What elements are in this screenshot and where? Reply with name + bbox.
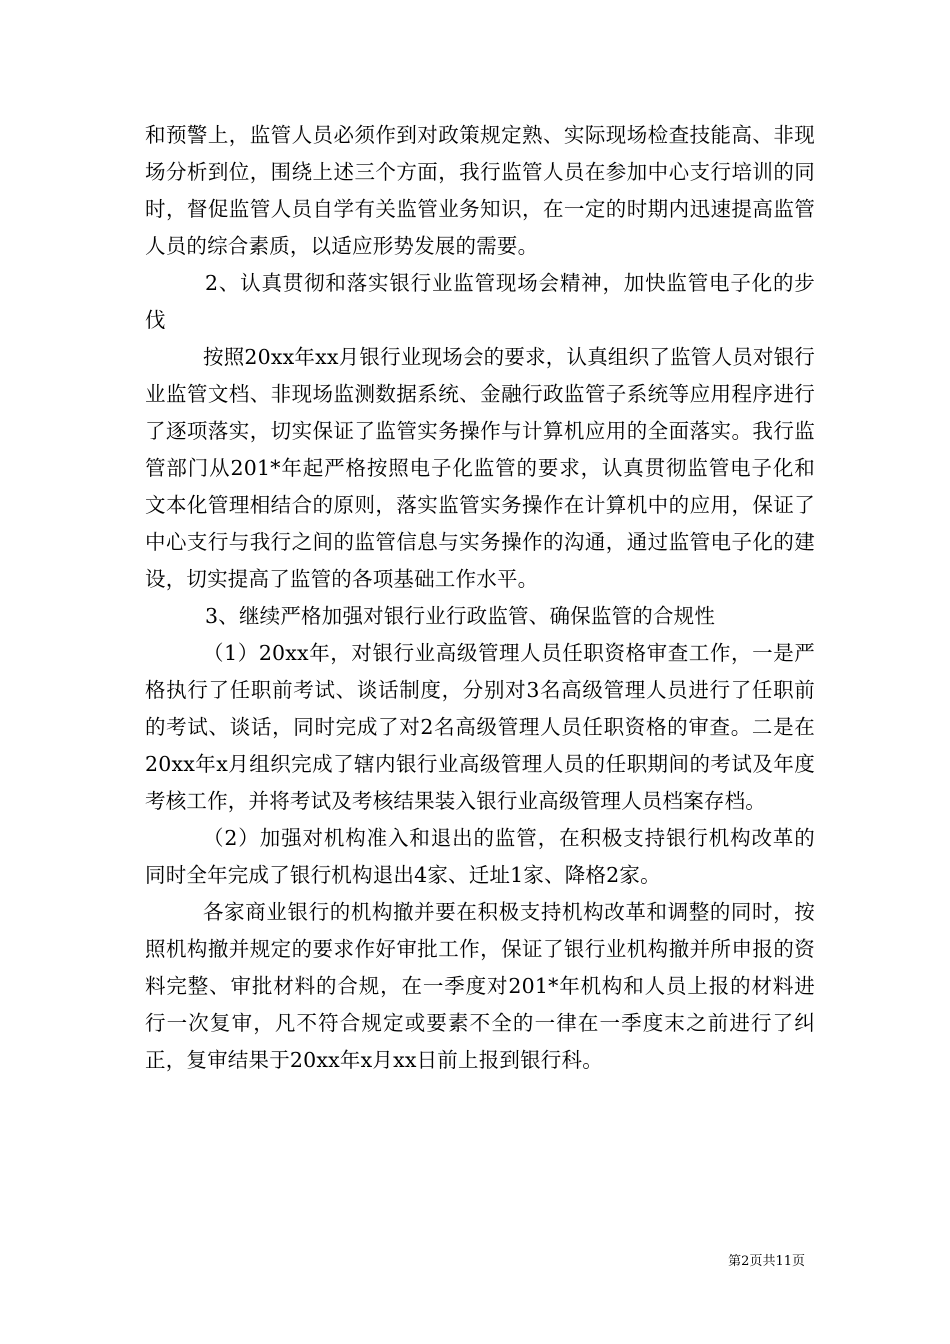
paragraph-item-2: （2）加强对机构准入和退出的监管，在积极支持银行机构改革的同时全年完成了银行机构退出4家、迁址1家、降格2家。 (145, 826, 815, 887)
page-number-footer: 第2页共11页 (728, 1254, 805, 1269)
section-heading-2: 2、认真贯彻和落实银行业监管现场会精神，加快监管电子化的步伐 (145, 271, 815, 332)
paragraph-section-2: 按照20xx年xx月银行业现场会的要求，认真组织了监管人员对银行业监管文档、非现场监测数据系统、金融行政监管子系统等应用程序进行了逐项落实，切实保证了监管实务操作与计算机应用的全面落实。我行监管部门从201*年起严格按照电子化监管的要求，认真贯彻监管电子化和文本化管理相结合的原则，落实监管实务操作在计算机中的应用，保证了中心支行与我行之间的监管信息与实务操作的沟通，通过监管电子化的建设，切实提高了监管的各项基础工作水平。 (145, 345, 815, 591)
paragraph-item-1: （1）20xx年，对银行业高级管理人员任职资格审查工作，一是严格执行了任职前考试、谈话制度，分别对3名高级管理人员进行了任职前的考试、谈话，同时完成了对2名高级管理人员任职资格的审查。二是在20xx年x月组织完成了辖内银行业高级管理人员的任职期间的考试及年度考核工作，并将考试及考核结果装入银行业高级管理人员档案存档。 (145, 641, 815, 813)
page-body (145, 117, 815, 1079)
paragraph-branch-merger: 各家商业银行的机构撤并要在积极支持机构改革和调整的同时，按照机构撤并规定的要求作好审批工作，保证了银行业机构撤并所申报的资料完整、审批材料的合规，在一季度对201*年机构和人员上报的材料进行一次复审，凡不符合规定或要素不全的一律在一季度末之前进行了纠正，复审结果于20xx年x月xx日前上报到银行科。 (145, 900, 815, 1072)
paragraph-continuation: 和预警上，监管人员必须作到对政策规定熟、实际现场检查技能高、非现场分析到位，围绕上述三个方面，我行监管人员在参加中心支行培训的同时，督促监管人员自学有关监管业务知识，在一定的时期内迅速提高监管人员的综合素质，以适应形势发展的需要。 (145, 123, 815, 258)
section-heading-3: 3、继续严格加强对银行业行政监管、确保监管的合规性 (205, 604, 716, 628)
